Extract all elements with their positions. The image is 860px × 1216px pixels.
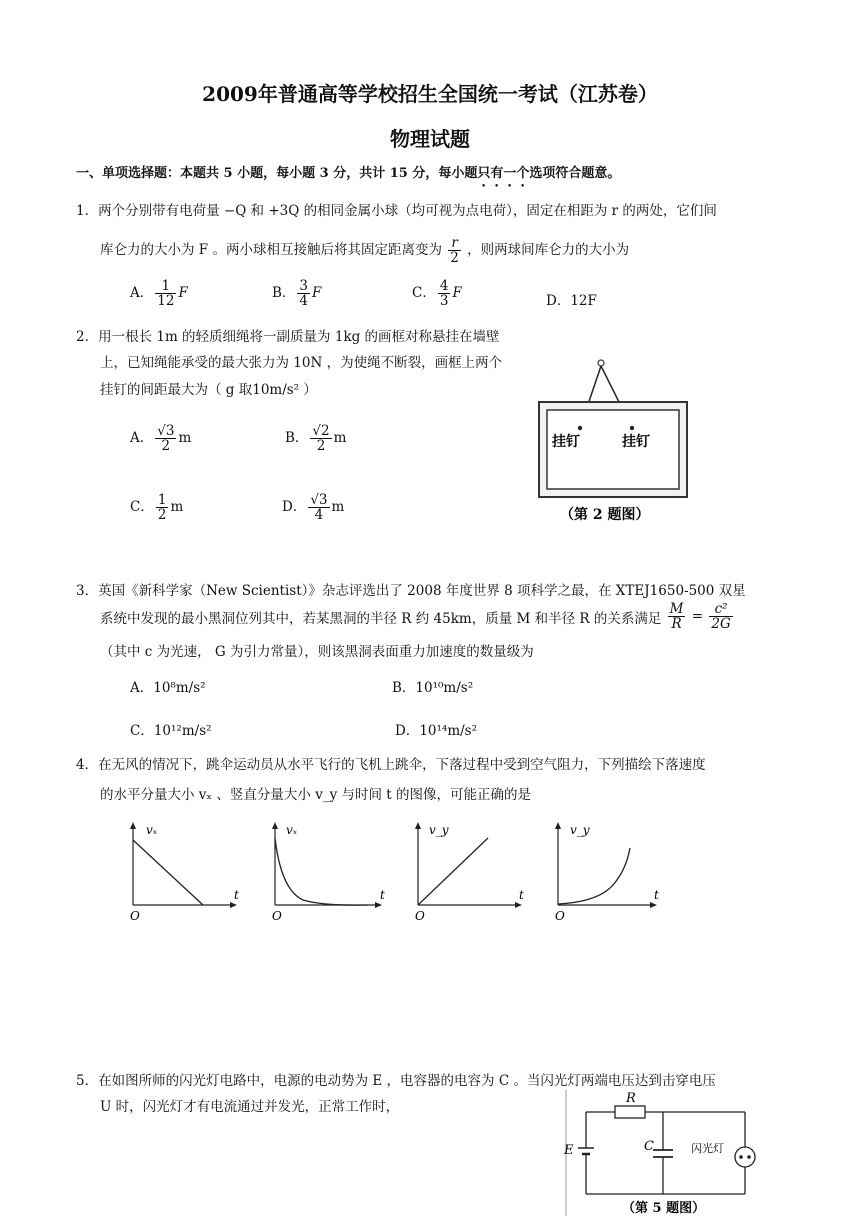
q2-option-c[interactable]: C． $\frac{1}{2}$ m [130,492,184,524]
nail-right-label: 挂钉 [622,434,650,450]
q3-eq-right: $\frac{\text{c²}}{2G}$ [711,601,731,633]
nail-left-icon [578,426,582,430]
q3-option-c[interactable]: C．10¹²m/s² [130,723,212,739]
graph-c-xlabel: t [519,888,524,902]
q1-fraction: $\frac{r}{2}$ [450,235,459,267]
flash-lamp-label: 闪光灯 [691,1142,724,1155]
q3-stem-line1: 3．英国《新科学家（New Scientist）》杂志评选出了 2008 年度世界 8 项科学之最，在 XTEJ1650-500 双星 [76,583,746,599]
graph-c-ylabel: v_y [429,823,449,837]
q2-option-b[interactable]: B． $\frac{√2}{2}$ m [285,423,347,455]
graph-c-line [418,838,488,905]
q3-option-a[interactable]: A．10⁸m/s² [130,680,206,696]
q3-option-d[interactable]: D．10¹⁴m/s² [395,723,478,739]
graph-b-ylabel: vₓ [286,823,298,837]
graph-a-origin: O [130,909,140,923]
nail-right-icon [630,426,634,430]
q2-stem-line3: 挂钉的间距最大为（ g 取10m/s² ） [100,382,317,398]
q3-stem-line3: （其中 c 为光速， G 为引力常量），则该黑洞表面重力加速度的数量级为 [100,644,534,660]
graph-b-curve [275,838,368,905]
q5-circuit-figure [560,1090,775,1216]
graph-a-xlabel: t [234,888,239,902]
q1-option-b[interactable]: B． $\frac{3}{4}$ F [272,278,322,310]
flash-lamp-icon [735,1147,755,1167]
graph-a-ylabel: vₓ [146,823,158,837]
q4-graph-c [415,822,524,923]
section-heading: 一、单项选择题：本题共 5 小题，每小题 3 分，共计 15 分，每小题只有一个选项符合题意。 [76,166,621,181]
q2-option-d[interactable]: D． $\frac{√3}{4}$ m [282,492,345,524]
q3-eq-left: $\frac{M}{R}$ [669,601,684,633]
q2-stem-line1: 2．用一根长 1m 的轻质细绳将一副质量为 1kg 的画框对称悬挂在墙壁 [76,329,500,345]
graph-d-origin: O [555,909,565,923]
q4-graph-b [272,822,385,923]
graph-b-xlabel: t [380,888,385,902]
q2-stem-line2: 上，已知绳能承受的最大张力为 10N ，为使绳不断裂，画框上两个 [100,355,503,371]
q4-stem-line2: 的水平分量大小 vₓ 、竖直分量大小 v_y 与时间 t 的图像，可能正确的是 [100,787,532,803]
graph-d-xlabel: t [654,888,659,902]
emf-label: E [564,1143,574,1158]
subject-title: 物理试题 [390,127,470,151]
q4-stem-line1: 4．在无风的情况下，跳伞运动员从水平飞行的飞机上跳伞，下落过程中受到空气阻力，下列描绘下落速度 [76,757,706,773]
q5-figure-caption: （第 5 题图） [622,1201,706,1216]
q1-stem-line2: 库仑力的大小为 F 。两小球相互接触后将其固定距离变为 $\frac{r}{2}$ ，则两球间库仑力的大小为 [100,235,630,267]
graph-c-origin: O [415,909,425,923]
graph-b-origin: O [272,909,282,923]
graph-a-line [133,840,203,905]
nail-left-label: 挂钉 [552,434,580,450]
capacitor-label: C [644,1139,654,1154]
q2-picture-frame-figure [530,356,695,526]
q3-option-b[interactable]: B．10¹⁰m/s² [392,680,474,696]
q5-stem-line2: U 时，闪光灯才有电流通过并发光，正常工作时， [100,1099,400,1115]
q4-graph-a [130,822,239,923]
graph-d-ylabel: v_y [570,823,590,837]
q1-option-a[interactable]: A． $\frac{1}{12}$ F [130,278,188,310]
graph-d-curve [558,848,630,904]
q2-figure-caption: （第 2 题图） [560,507,650,523]
q2-option-a[interactable]: A． $\frac{√3}{2}$ m [130,423,192,455]
wall-nail-icon [598,360,604,366]
q5-stem-line1: 5．在如图所师的闪光灯电路中，电源的电动势为 E ，电容器的电容为 C 。当闪光灯两端电压达到击穿电压 [76,1073,716,1089]
q3-stem-line2: 系统中发现的最小黑洞位列其中，若某黑洞的半径 R 约 45km，质量 M 和半径 R 的关系满足 $\frac{M}{R}$ = $\frac{\text{c²}}{2G}$ [100,601,731,633]
exam-title: 2009年普通高等学校招生全国统一考试（江苏卷） [202,82,658,106]
resistor-icon [615,1106,645,1118]
resistor-label: R [626,1091,636,1106]
q1-option-c[interactable]: C． $\frac{4}{3}$ F [412,278,462,310]
q1-option-d[interactable]: D．12F [546,293,597,309]
q4-graphs [118,820,678,925]
q4-graph-d [555,822,659,923]
q1-stem-line1: 1．两个分别带有电荷量 −Q 和 +3Q 的相同金属小球（均可视为点电荷），固定在相距为 r 的两处，它们间 [76,203,717,219]
